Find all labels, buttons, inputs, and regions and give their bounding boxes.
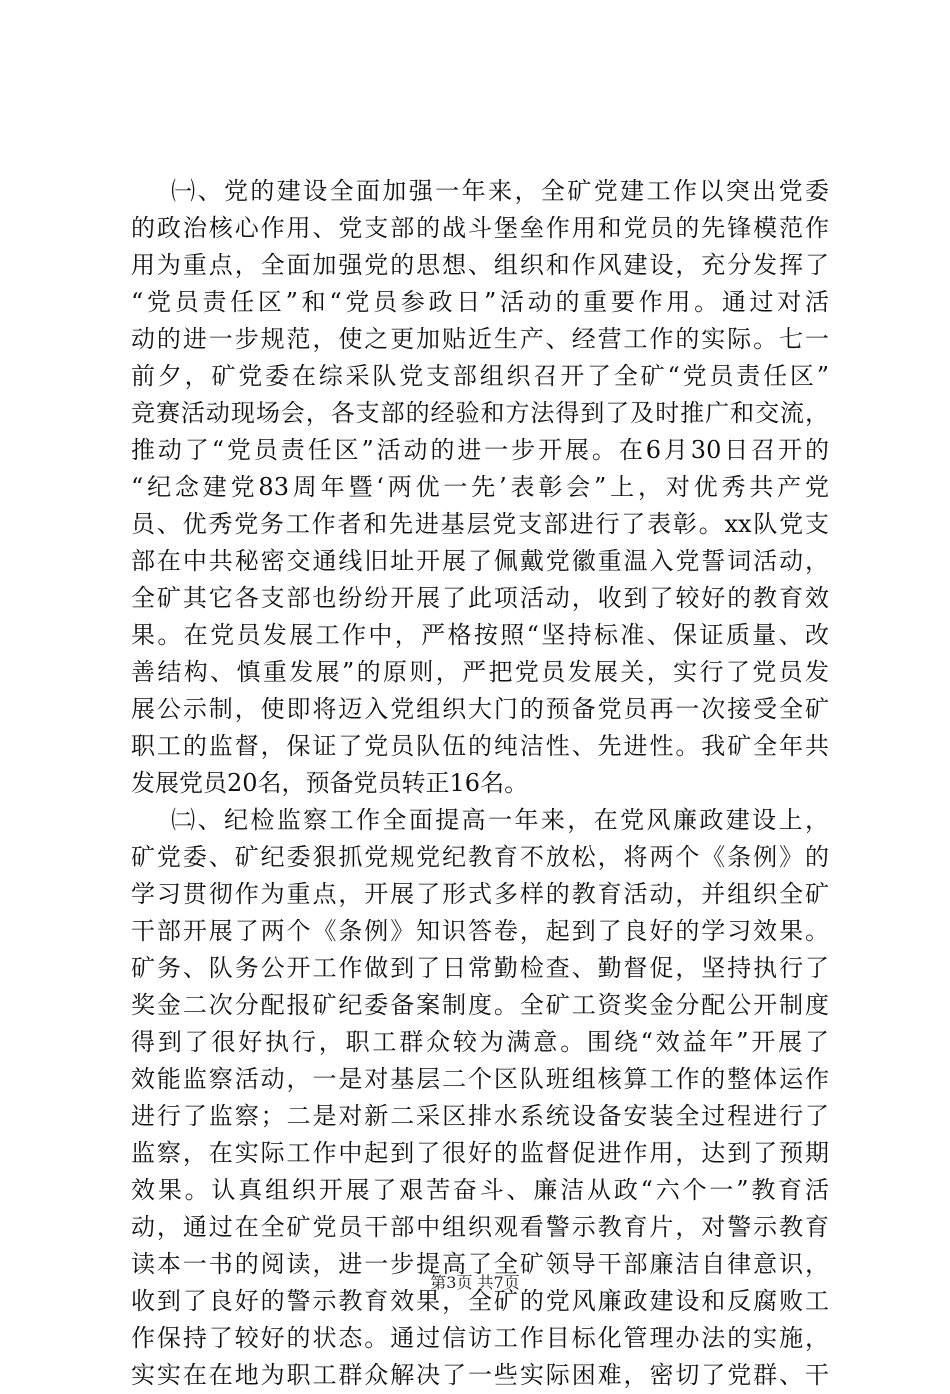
text-line: 展公示制，使即将迈入党组织大门的预备党员再一次接受全矿 bbox=[131, 695, 829, 723]
text-line: 部在中共秘密交通线旧址开展了佩戴党徽重温入党誓词活动， bbox=[131, 547, 829, 575]
document-body bbox=[131, 173, 829, 1394]
page-number-footer: 第3页 共7页 bbox=[430, 1273, 520, 1292]
text-line: 职工的监督，保证了党员队伍的纯洁性、先进性。我矿全年共 bbox=[131, 732, 829, 760]
text-line: 矿党委、矿纪委狠抓党规党纪教育不放松，将两个《条例》的 bbox=[131, 843, 829, 871]
text-line: 收到了良好的警示教育效果，全矿的党风廉政建设和反腐败工 bbox=[131, 1287, 829, 1315]
text-line: 果。在党员发展工作中，严格按照“坚持标准、保证质量、改 bbox=[131, 621, 829, 649]
text-line: 用为重点，全面加强党的思想、组织和作风建设，充分发挥了 bbox=[131, 251, 829, 279]
text-line: ㈠、党的建设全面加强一年来，全矿党建工作以突出党委 bbox=[131, 177, 829, 205]
text-line: 进行了监察；二是对新二采区排水系统设备安装全过程进行了 bbox=[131, 1102, 829, 1130]
text-line: “党员责任区”和“党员参政日”活动的重要作用。通过对活 bbox=[131, 288, 829, 316]
text-line: 监察，在实际工作中起到了很好的监督促进作用，达到了预期 bbox=[131, 1139, 829, 1167]
text-line: 读本一书的阅读，进一步提高了全矿领导干部廉洁自律意识， bbox=[131, 1250, 829, 1278]
text-line: 作保持了较好的状态。通过信访工作目标化管理办法的实施， bbox=[131, 1324, 829, 1352]
text-line: 善结构、慎重发展”的原则，严把党员发展关，实行了党员发 bbox=[131, 658, 829, 686]
text-line: 学习贯彻作为重点，开展了形式多样的教育活动，并组织全矿 bbox=[131, 880, 829, 908]
text-line: 全矿其它各支部也纷纷开展了此项活动，收到了较好的教育效 bbox=[131, 584, 829, 612]
text-line: 动，通过在全矿党员干部中组织观看警示教育片，对警示教育 bbox=[131, 1213, 829, 1241]
text-line: 奖金二次分配报矿纪委备案制度。全矿工资奖金分配公开制度 bbox=[131, 991, 829, 1019]
text-line: 员、优秀党务工作者和先进基层党支部进行了表彰。xx队党支 bbox=[131, 510, 829, 538]
text-line: 动的进一步规范，使之更加贴近生产、经营工作的实际。七一 bbox=[131, 325, 829, 353]
text-line: 得到了很好执行，职工群众较为满意。围绕“效益年”开展了 bbox=[131, 1028, 829, 1056]
text-line: 矿务、队务公开工作做到了日常勤检查、勤督促，坚持执行了 bbox=[131, 954, 829, 982]
text-line: 效果。认真组织开展了艰苦奋斗、廉洁从政“六个一”教育活 bbox=[131, 1176, 829, 1204]
text-line: 效能监察活动，一是对基层二个区队班组核算工作的整体运作 bbox=[131, 1065, 829, 1093]
text-line: 干部开展了两个《条例》知识答卷，起到了良好的学习效果。 bbox=[131, 917, 829, 945]
text-line: “纪念建党83周年暨‘两优一先’表彰会”上，对优秀共产党 bbox=[131, 473, 829, 501]
text-line: 前夕，矿党委在综采队党支部组织召开了全矿“党员责任区” bbox=[131, 362, 829, 390]
text-line: 发展党员20名，预备党员转正16名。 bbox=[131, 769, 529, 797]
text-line: 实实在在地为职工群众解决了一些实际困难，密切了党群、干 bbox=[131, 1361, 829, 1389]
text-line: 推动了“党员责任区”活动的进一步开展。在6月30日召开的 bbox=[131, 436, 829, 464]
text-line: ㈡、纪检监察工作全面提高一年来，在党风廉政建设上， bbox=[131, 806, 829, 834]
text-line: 竞赛活动现场会，各支部的经验和方法得到了及时推广和交流， bbox=[131, 399, 829, 427]
text-line: 的政治核心作用、党支部的战斗堡垒作用和党员的先锋模范作 bbox=[131, 214, 829, 242]
